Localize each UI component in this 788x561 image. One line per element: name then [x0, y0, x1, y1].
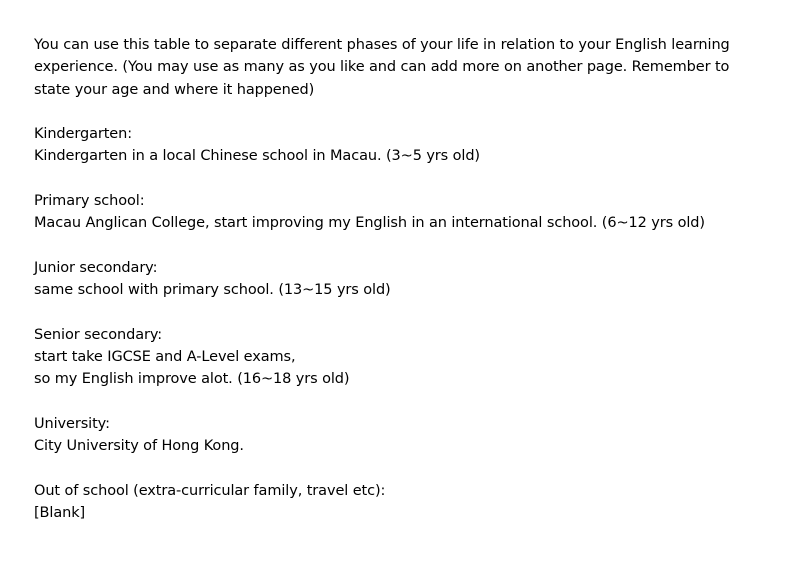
section-text: [Blank]: [34, 505, 86, 522]
section-junior-secondary: [34, 257, 774, 302]
section-out-of-school: [34, 480, 774, 525]
document-page: [34, 34, 774, 547]
intro-line: experience. (You may use as many as you like and can add more on another page. Remember to: [34, 59, 730, 76]
section-heading: Primary school:: [34, 193, 145, 210]
section-text: Macau Anglican College, start improving my English in an international school. (6~12 yrs old): [34, 215, 705, 232]
section-heading: Junior secondary:: [34, 259, 158, 276]
section-heading: Senior secondary:: [34, 326, 163, 343]
section-heading: University:: [34, 416, 110, 433]
section-text: so my English improve alot. (16~18 yrs old): [34, 371, 350, 388]
section-kindergarten: [34, 123, 774, 168]
intro-line: You can use this table to separate different phases of your life in relation to your English learning: [34, 37, 730, 53]
intro-line: state your age and where it happened): [34, 81, 315, 98]
section-text: Kindergarten in a local Chinese school in Macau. (3~5 yrs old): [34, 148, 480, 165]
section-heading: Out of school (extra-curricular family, travel etc):: [34, 482, 386, 499]
section-primary-school: [34, 190, 774, 235]
section-university: [34, 413, 774, 458]
section-text: City University of Hong Kong.: [34, 438, 244, 455]
intro-paragraph: [34, 34, 774, 101]
section-text: start take IGCSE and A-Level exams,: [34, 349, 296, 366]
section-heading: Kindergarten:: [34, 126, 132, 143]
section-senior-secondary: [34, 324, 774, 391]
section-text: same school with primary school. (13~15 yrs old): [34, 282, 391, 299]
